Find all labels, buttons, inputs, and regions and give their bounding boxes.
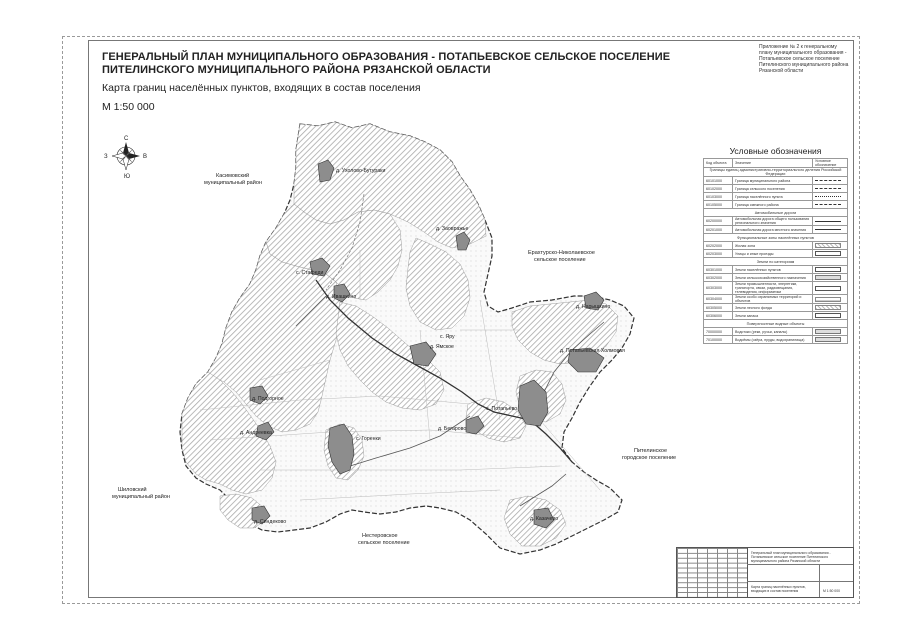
legend-name: Земли промышленности, энергетики, транспорта, связи, радиовещания, телевидения, информатики bbox=[733, 282, 813, 295]
legend-section-row bbox=[704, 320, 848, 328]
legend-symbol bbox=[813, 193, 848, 201]
legend-row bbox=[704, 328, 848, 336]
title-block-rule bbox=[747, 581, 853, 582]
label-naryshkino: д. Нарышкино bbox=[576, 304, 611, 310]
neighbor-kasimov-2: муниципальный район bbox=[204, 180, 262, 186]
legend-symbol bbox=[813, 185, 848, 193]
neighbor-nesterovo-2: сельское поселение bbox=[358, 540, 410, 546]
legend-code: 60101000 bbox=[704, 177, 733, 185]
title-block-sheet: Карта границ населённых пунктов, входящих в состав поселения bbox=[751, 585, 806, 593]
legend-section-label: Функциональные зоны населённых пунктов bbox=[704, 234, 848, 242]
compass-north: С bbox=[124, 136, 129, 142]
legend-code: 60305000 bbox=[704, 304, 733, 312]
legend-row bbox=[704, 304, 848, 312]
legend-name: Земли сельскохозяйственного назначения bbox=[733, 274, 813, 282]
legend-section-row bbox=[704, 234, 848, 242]
legend-header-row bbox=[704, 159, 848, 168]
legend-symbol bbox=[813, 226, 848, 234]
legend-code: 60201000 bbox=[704, 226, 733, 234]
label-yaru: с. Яру bbox=[440, 334, 455, 340]
legend-row bbox=[704, 242, 848, 250]
legend-head-name: Значение bbox=[733, 159, 813, 168]
label-potapevskaya-kholmovaya: д. Потапьевская Холмовая bbox=[560, 348, 625, 354]
legend-swatch-grid-icon bbox=[815, 297, 841, 302]
legend-swatch-dash-icon bbox=[815, 188, 841, 189]
legend-name: Земли населённых пунктов bbox=[733, 266, 813, 274]
neighbor-erakhtur-2: сельское поселение bbox=[534, 257, 586, 263]
label-potapevo: с. Потапьево bbox=[486, 406, 518, 412]
legend-symbol bbox=[813, 217, 848, 226]
map-scale: М 1:50 000 bbox=[102, 101, 155, 113]
compass-east: В bbox=[143, 154, 148, 160]
legend-swatch-gray-icon bbox=[815, 275, 841, 280]
compass-south: Ю bbox=[124, 174, 131, 180]
legend-name: Граница смежного района bbox=[733, 201, 813, 209]
legend-name: Водотоки (реки, ручьи, каналы) bbox=[733, 328, 813, 336]
legend bbox=[703, 146, 848, 344]
label-andreevka: д. Андреевка bbox=[240, 430, 272, 436]
legend-row bbox=[704, 282, 848, 295]
legend-swatch-box-icon bbox=[815, 251, 841, 256]
label-zaovrazhe: д. Заовражье bbox=[436, 226, 469, 232]
legend-symbol bbox=[813, 274, 848, 282]
map-subtitle: Карта границ населённых пунктов, входящих в состав поселения bbox=[102, 82, 421, 94]
legend-section-label: Автомобильные дороги bbox=[704, 209, 848, 217]
legend-name: Водоёмы (озёра, пруды, водохранилища) bbox=[733, 336, 813, 344]
legend-symbol bbox=[813, 242, 848, 250]
compass-west: З bbox=[104, 154, 108, 160]
legend-code: 60302000 bbox=[704, 274, 733, 282]
legend-code: 60103000 bbox=[704, 193, 733, 201]
legend-row bbox=[704, 336, 848, 344]
legend-section-row bbox=[704, 168, 848, 177]
legend-row bbox=[704, 250, 848, 258]
neighbor-kasimov-1: Касимовский bbox=[216, 173, 250, 179]
legend-symbol bbox=[813, 177, 848, 185]
title-block bbox=[676, 547, 854, 598]
legend-swatch-line-icon bbox=[815, 229, 841, 230]
legend-swatch-box-icon bbox=[815, 286, 841, 291]
legend-row bbox=[704, 193, 848, 201]
legend-name: Автомобильная дорога местного значения bbox=[733, 226, 813, 234]
label-begarovo: д. Бегарово bbox=[438, 426, 467, 432]
legend-code: 60303000 bbox=[704, 282, 733, 295]
legend-code: 60304000 bbox=[704, 295, 733, 304]
legend-swatch-hatch-icon bbox=[815, 243, 841, 248]
legend-row bbox=[704, 217, 848, 226]
legend-section-label: Земли по категориям bbox=[704, 258, 848, 266]
title-block-scale: М 1:50 000 bbox=[823, 589, 840, 593]
label-stafedi: с. Стафеди bbox=[296, 270, 324, 276]
legend-name: Автомобильная дорога общего пользования регионального значения bbox=[733, 217, 813, 226]
legend-row bbox=[704, 226, 848, 234]
legend-symbol bbox=[813, 295, 848, 304]
legend-name: Земли запаса bbox=[733, 312, 813, 320]
legend-section-label: Границы единиц административно-территориального деления Российской Федерации bbox=[704, 168, 848, 177]
legend-code: 60203000 bbox=[704, 250, 733, 258]
title-block-grid bbox=[677, 548, 748, 597]
legend-section-row bbox=[704, 209, 848, 217]
neighbor-shilovo-1: Шиловский bbox=[118, 487, 147, 493]
legend-swatch-gray-icon bbox=[815, 329, 841, 334]
legend-row bbox=[704, 266, 848, 274]
title-block-rule bbox=[747, 564, 853, 565]
legend-swatch-gray-icon bbox=[815, 337, 841, 342]
label-podgornoe: д. Подгорное bbox=[252, 396, 284, 402]
legend-row bbox=[704, 274, 848, 282]
legend-name: Земли лесного фонда bbox=[733, 304, 813, 312]
neighbor-pitelino-1: Пителинское bbox=[634, 448, 668, 454]
legend-head-symbol: Условное обозначение bbox=[813, 159, 848, 168]
title-block-rule bbox=[819, 564, 820, 597]
legend-row bbox=[704, 201, 848, 209]
label-yamskoe: д. Ямское bbox=[430, 344, 454, 350]
legend-code: 60105000 bbox=[704, 201, 733, 209]
legend-symbol bbox=[813, 250, 848, 258]
legend-swatch-dash-icon bbox=[815, 180, 841, 181]
legend-row bbox=[704, 312, 848, 320]
legend-symbol bbox=[813, 282, 848, 295]
legend-row bbox=[704, 177, 848, 185]
label-ivashkino: д. Ивашкино bbox=[326, 294, 357, 300]
neighbor-erakhtur-1: Ерахтурско-Николаевское bbox=[528, 250, 595, 256]
legend-code: 60306000 bbox=[704, 312, 733, 320]
title-line-2: ПИТЕЛИНСКОГО МУНИЦИПАЛЬНОГО РАЙОНА РЯЗАНСКОЙ ОБЛАСТИ bbox=[102, 64, 491, 76]
legend-symbol bbox=[813, 328, 848, 336]
legend-code: 60102000 bbox=[704, 185, 733, 193]
legend-code: 60202000 bbox=[704, 242, 733, 250]
legend-symbol bbox=[813, 304, 848, 312]
neighbor-nesterovo-1: Нестеровское bbox=[362, 533, 398, 539]
label-kazachevo: д. Казачево bbox=[530, 516, 559, 522]
legend-swatch-dots-icon bbox=[815, 196, 841, 197]
legend-symbol bbox=[813, 312, 848, 320]
legend-swatch-box-icon bbox=[815, 313, 841, 318]
legend-section-row bbox=[704, 258, 848, 266]
legend-name: Граница населённого пункта bbox=[733, 193, 813, 201]
legend-symbol bbox=[813, 201, 848, 209]
label-sindekovo: д. Синдеково bbox=[254, 519, 287, 525]
legend-code: 70100000 bbox=[704, 336, 733, 344]
legend-swatch-box-icon bbox=[815, 267, 841, 272]
legend-table bbox=[703, 158, 848, 344]
neighbor-shilovo-2: муниципальный район bbox=[112, 494, 170, 500]
legend-row bbox=[704, 295, 848, 304]
legend-swatch-hatch-icon bbox=[815, 305, 841, 310]
title-block-project: Генеральный план муниципального образования - Потапьевское сельское поселение Пителинского муниципального района Рязанской области bbox=[751, 551, 831, 563]
legend-swatch-dash-icon bbox=[815, 204, 841, 205]
legend-name: Граница сельского поселения bbox=[733, 185, 813, 193]
legend-swatch-line-icon bbox=[815, 221, 841, 222]
legend-code: 60200000 bbox=[704, 217, 733, 226]
legend-title: Условные обозначения bbox=[729, 146, 822, 156]
label-ukholovo: д. Ухолово-Бутураки bbox=[336, 168, 386, 174]
neighbor-pitelino-2: городское поселение bbox=[622, 455, 677, 461]
compass-rose-icon bbox=[104, 136, 147, 180]
legend-symbol bbox=[813, 336, 848, 344]
legend-name: Граница муниципального района bbox=[733, 177, 813, 185]
legend-name: Жилая зона bbox=[733, 242, 813, 250]
legend-code: 60301000 bbox=[704, 266, 733, 274]
legend-symbol bbox=[813, 266, 848, 274]
legend-name: Улицы и иные проезды bbox=[733, 250, 813, 258]
legend-name: Земли особо охраняемых территорий и объектов bbox=[733, 295, 813, 304]
legend-code: 70000000 bbox=[704, 328, 733, 336]
appendix-note: Приложение № 2 к генеральному плану муниципального образования - Потапьевское сельское поселение Пителинского муниципального района Рязанской области bbox=[759, 44, 849, 74]
legend-row bbox=[704, 185, 848, 193]
title-line-1: ГЕНЕРАЛЬНЫЙ ПЛАН МУНИЦИПАЛЬНОГО ОБРАЗОВАНИЯ - ПОТАПЬЕВСКОЕ СЕЛЬСКОЕ ПОСЕЛЕНИЕ bbox=[102, 51, 671, 63]
legend-section-label: Поверхностные водные объекты bbox=[704, 320, 848, 328]
label-gorenki: с. Горенки bbox=[356, 436, 381, 442]
legend-head-code: Код объекта bbox=[704, 159, 733, 168]
